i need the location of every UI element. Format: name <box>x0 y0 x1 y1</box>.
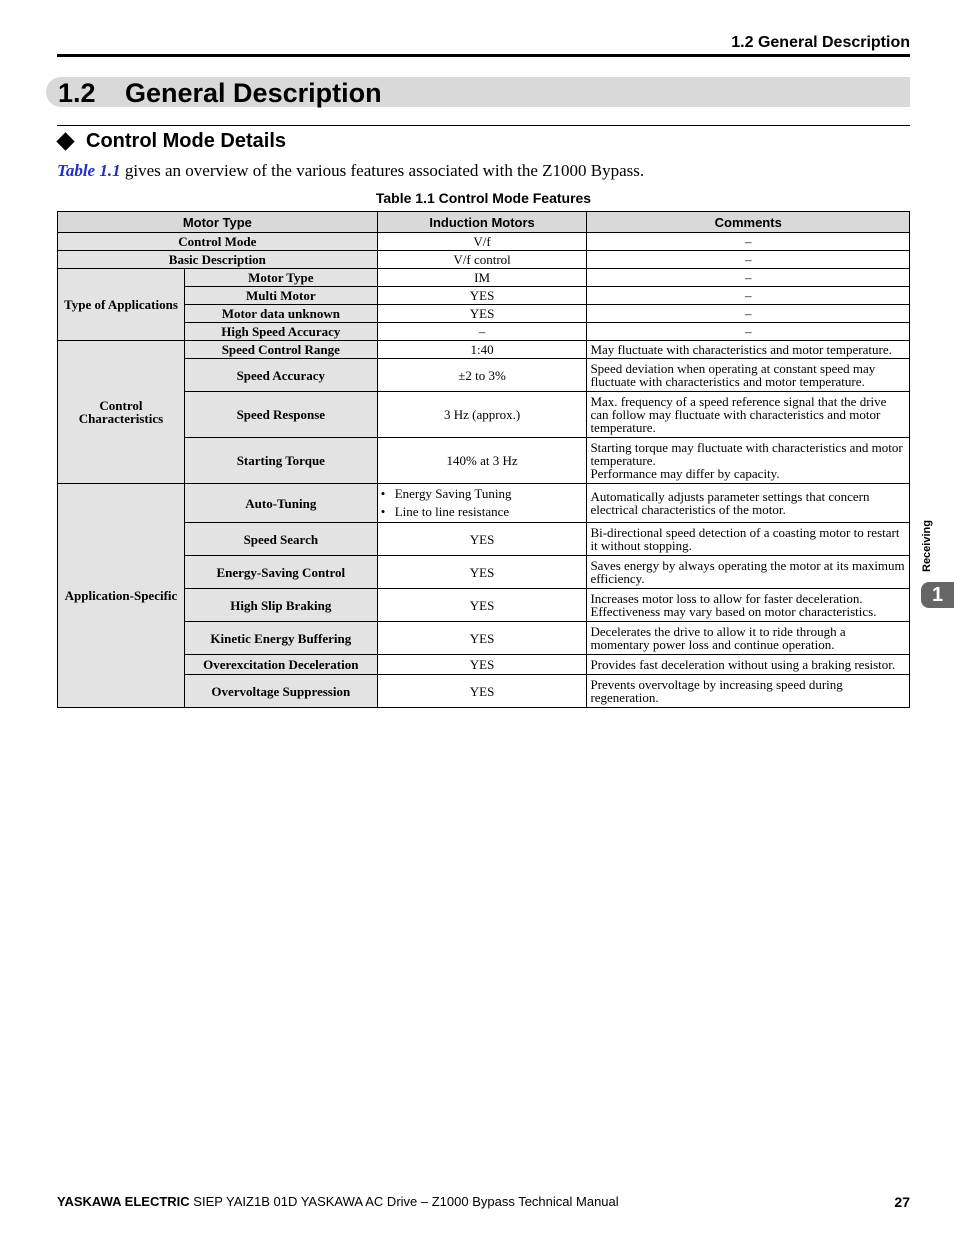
row-comment: Automatically adjusts parameter settings that concern electrical characteristics of the motor. <box>587 484 910 523</box>
row-value: ±2 to 3% <box>377 359 587 392</box>
row-comment-line: Performance may differ by capacity. <box>590 466 780 481</box>
row-comment: – <box>587 305 910 323</box>
subsection-title: Control Mode Details <box>86 129 287 152</box>
row-label: Multi Motor <box>184 287 377 305</box>
row-label: Motor data unknown <box>184 305 377 323</box>
row-value: 3 Hz (approx.) <box>377 392 587 438</box>
row-comment: May fluctuate with characteristics and motor temperature. <box>587 341 910 359</box>
row-comment: Max. frequency of a speed reference signal that the drive can follow may fluctuate with characteristics and motor temperature. <box>587 392 910 438</box>
row-comment <box>587 438 910 484</box>
table-reference-link[interactable]: Table 1.1 <box>57 161 121 180</box>
row-value: YES <box>377 655 587 675</box>
header-rule <box>57 54 910 57</box>
row-label: Control Mode <box>58 233 378 251</box>
row-label: Speed Accuracy <box>184 359 377 392</box>
table-row <box>58 675 910 708</box>
row-comment: – <box>587 287 910 305</box>
row-value: YES <box>377 622 587 655</box>
chapter-tab: 1 <box>921 582 954 608</box>
table-row <box>58 251 910 269</box>
bullet-item: • Energy Saving Tuning <box>381 485 584 503</box>
table-row <box>58 287 910 305</box>
row-label: Kinetic Energy Buffering <box>184 622 377 655</box>
row-value: YES <box>377 305 587 323</box>
row-comment: Prevents overvoltage by increasing speed during regeneration. <box>587 675 910 708</box>
row-comment: – <box>587 269 910 287</box>
row-comment: Speed deviation when operating at constant speed may fluctuate with characteristics and motor temperature. <box>587 359 910 392</box>
row-comment: Saves energy by always operating the motor at its maximum efficiency. <box>587 556 910 589</box>
table-row <box>58 523 910 556</box>
row-label: Speed Response <box>184 392 377 438</box>
table-row <box>58 359 910 392</box>
row-label: Overexcitation Deceleration <box>184 655 377 675</box>
intro-text: gives an overview of the various features associated with the Z1000 Bypass. <box>120 161 645 180</box>
table-row <box>58 341 910 359</box>
row-value: 1:40 <box>377 341 587 359</box>
table-row <box>58 438 910 484</box>
table-row <box>58 269 910 287</box>
table-row <box>58 392 910 438</box>
group-label: Control Characteristics <box>58 341 185 484</box>
row-value: IM <box>377 269 587 287</box>
row-value: V/f control <box>377 251 587 269</box>
column-header: Motor Type <box>58 212 378 233</box>
row-label: Basic Description <box>58 251 378 269</box>
row-value: YES <box>377 589 587 622</box>
table-row <box>58 323 910 341</box>
table-row <box>58 589 910 622</box>
row-label: Overvoltage Suppression <box>184 675 377 708</box>
footer <box>57 1194 619 1209</box>
footer-brand: YASKAWA ELECTRIC <box>57 1194 190 1209</box>
row-value: YES <box>377 287 587 305</box>
row-comment: Provides fast deceleration without using a braking resistor. <box>587 655 910 675</box>
column-header: Comments <box>587 212 910 233</box>
table-row <box>58 484 910 523</box>
row-label: Auto-Tuning <box>184 484 377 523</box>
row-comment: – <box>587 251 910 269</box>
row-value: – <box>377 323 587 341</box>
table-row <box>58 556 910 589</box>
group-label: Type of Applications <box>58 269 185 341</box>
row-comment: – <box>587 233 910 251</box>
table-caption: Table 1.1 Control Mode Features <box>375 190 592 206</box>
row-label: High Speed Accuracy <box>184 323 377 341</box>
diamond-bullet-icon <box>56 132 74 150</box>
row-label: Motor Type <box>184 269 377 287</box>
table-header-row <box>58 212 910 233</box>
row-value: YES <box>377 523 587 556</box>
table-row <box>58 622 910 655</box>
row-comment: Bi-directional speed detection of a coasting motor to restart it without stopping. <box>587 523 910 556</box>
bullet-item: • Line to line resistance <box>381 503 584 521</box>
section-title: General Description <box>125 78 382 108</box>
row-comment: Decelerates the drive to allow it to ride through a momentary power loss and continue operation. <box>587 622 910 655</box>
row-value <box>377 484 587 523</box>
table-row <box>58 305 910 323</box>
row-comment: Increases motor loss to allow for faster deceleration. Effectiveness may vary based on motor characteristics. <box>587 589 910 622</box>
running-header: 1.2 General Description <box>731 34 910 51</box>
section-number: 1.2 <box>58 78 96 108</box>
row-value: 140% at 3 Hz <box>377 438 587 484</box>
row-value: YES <box>377 675 587 708</box>
footer-text: SIEP YAIZ1B 01D YASKAWA AC Drive – Z1000 Bypass Technical Manual <box>189 1194 619 1209</box>
subsection-heading <box>57 128 286 154</box>
group-label: Application-Specific <box>58 484 185 708</box>
row-label: High Slip Braking <box>184 589 377 622</box>
column-header: Induction Motors <box>377 212 587 233</box>
control-mode-features-table <box>57 211 910 708</box>
row-label: Speed Search <box>184 523 377 556</box>
table-row <box>58 233 910 251</box>
row-value: V/f <box>377 233 587 251</box>
row-comment-line: Starting torque may fluctuate with characteristics and motor temperature. <box>590 440 903 468</box>
bullet-list <box>381 485 584 521</box>
page-number: 27 <box>894 1194 910 1210</box>
intro-paragraph <box>57 160 644 182</box>
row-comment: – <box>587 323 910 341</box>
row-label: Energy-Saving Control <box>184 556 377 589</box>
table-row <box>58 655 910 675</box>
section-rule <box>57 125 910 126</box>
row-label: Speed Control Range <box>184 341 377 359</box>
side-tab-label: Receiving <box>921 520 933 572</box>
row-value: YES <box>377 556 587 589</box>
row-label: Starting Torque <box>184 438 377 484</box>
